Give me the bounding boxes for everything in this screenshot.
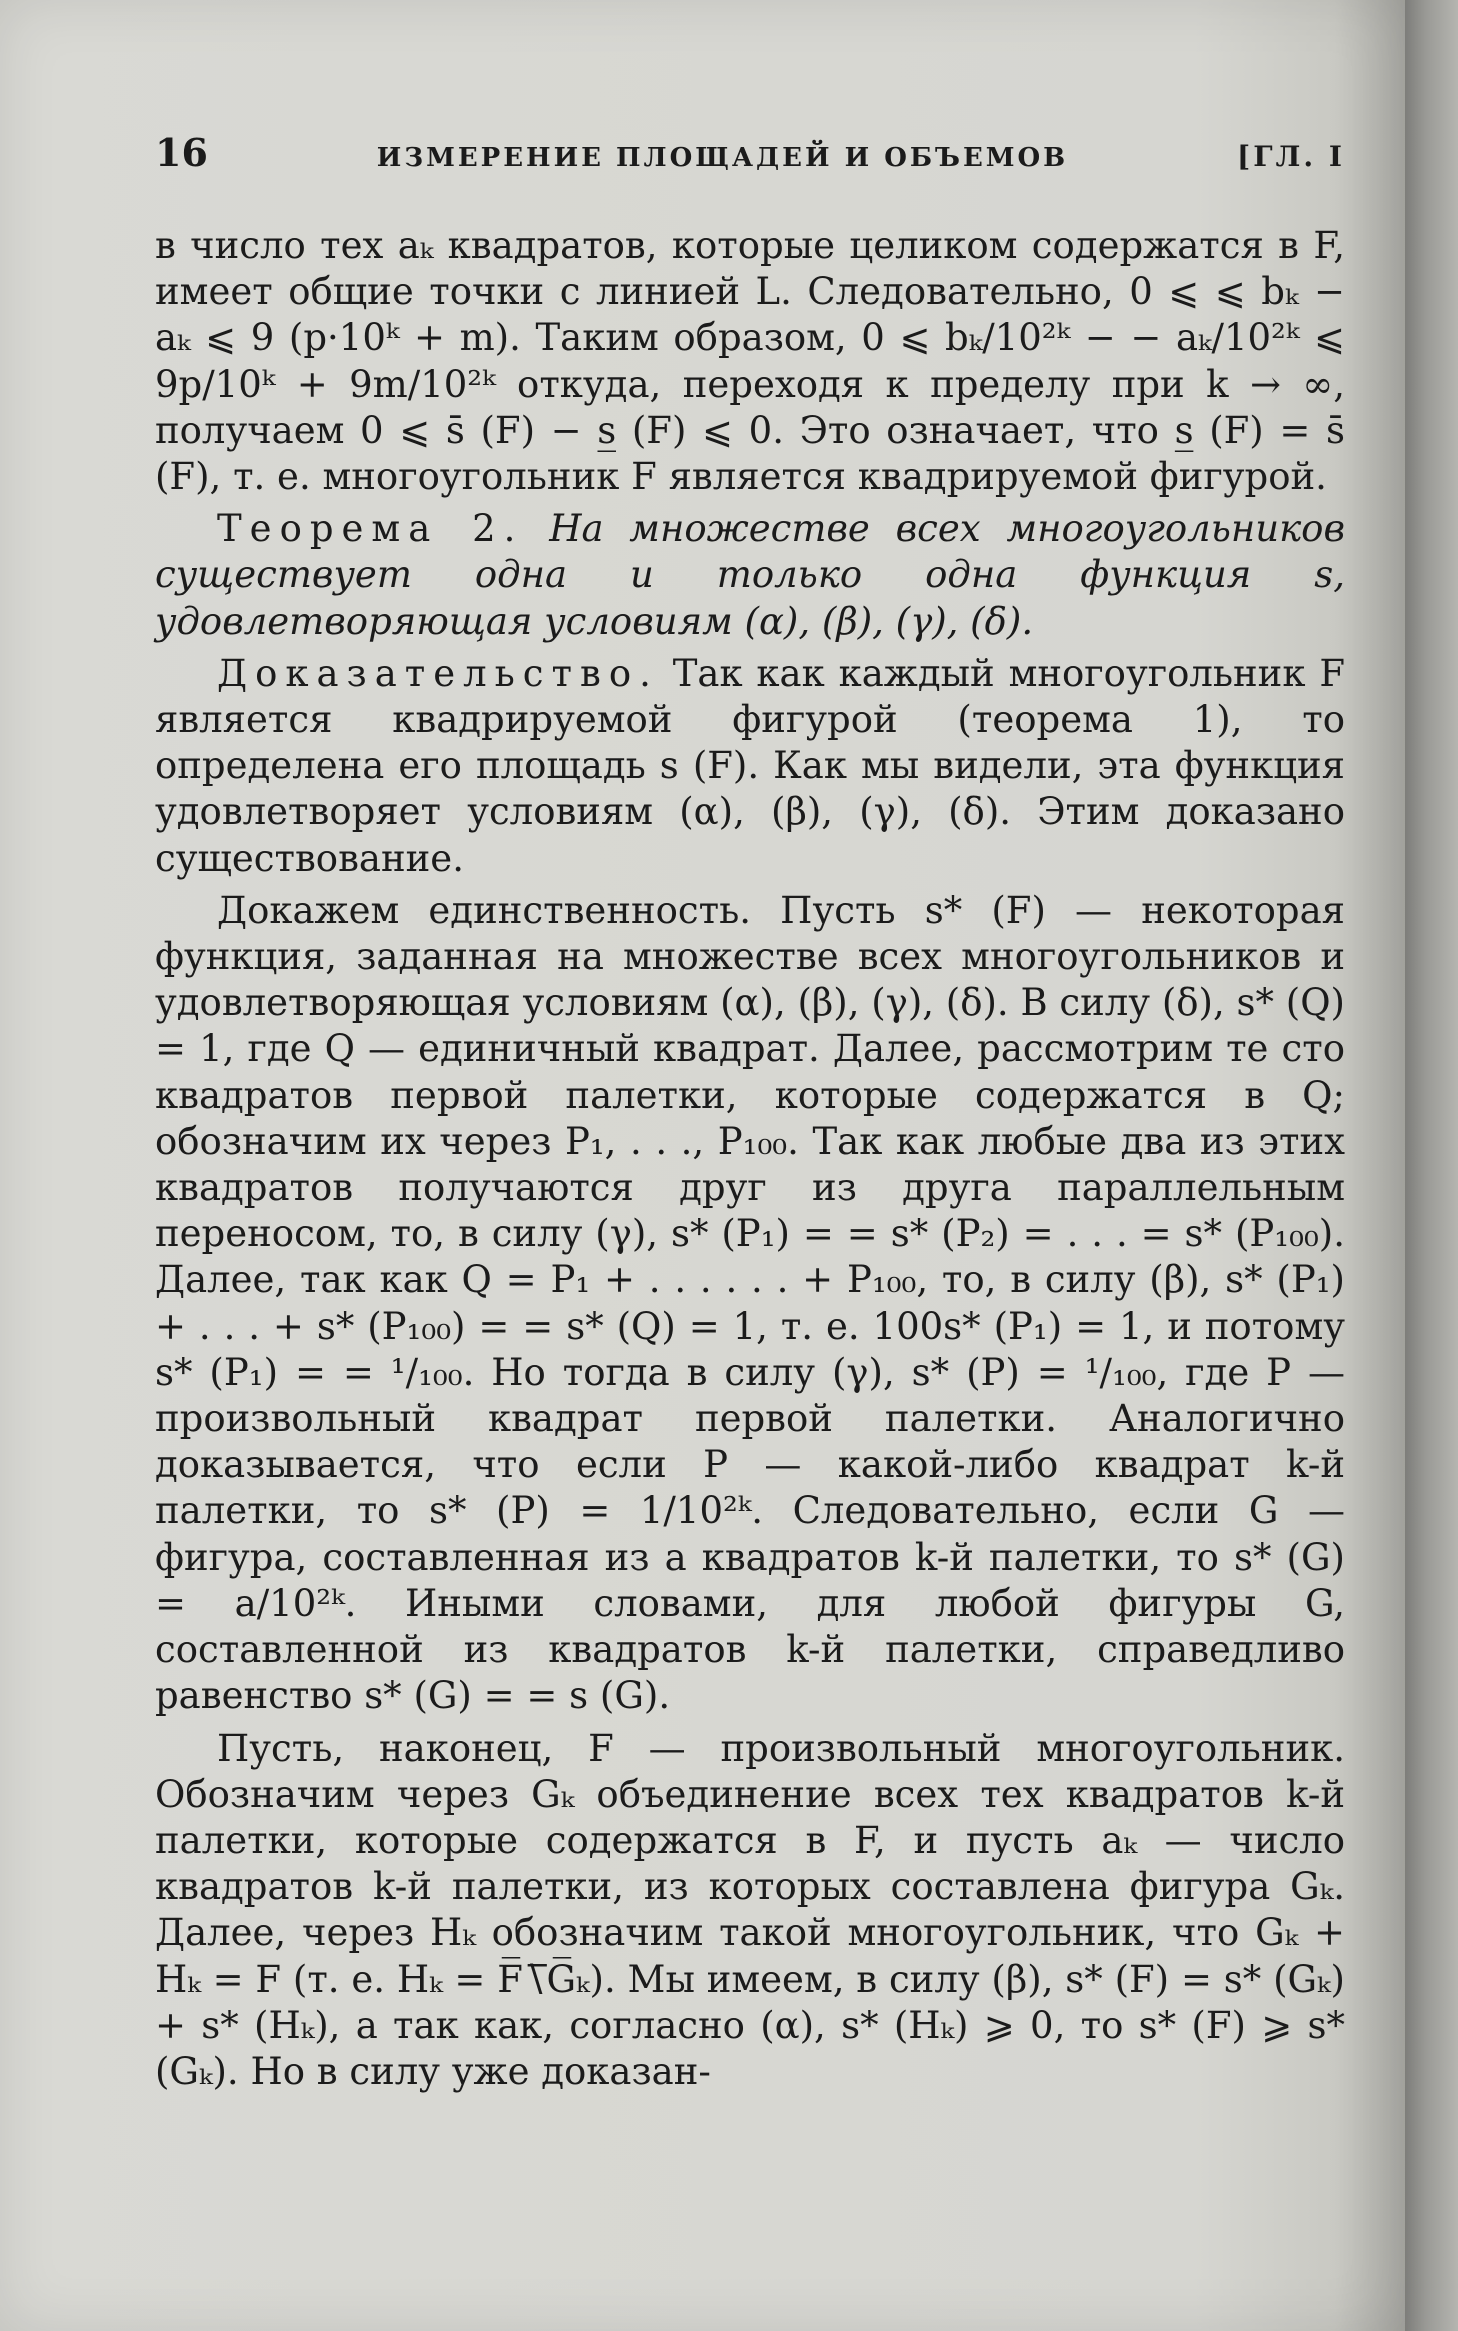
paragraph-final: Пусть, наконец, F — произвольный многоугольник. Обозначим через Gₖ объединение всех тех квадратов k-й палетки, которые содержатся в F, и пусть aₖ — число квадратов k-й палетки, из которых составлена фигура Gₖ. Далее, через Hₖ обозначим такой многоугольник, что Gₖ + Hₖ = F (т. е. Hₖ = F̅∖̅G̅ₖ). Мы имеем, в силу (β), s* (F) = s* (Gₖ) + s* (Hₖ), а так как, согласно (α), s* (Hₖ) ⩾ 0, то s* (F) ⩾ s* (Gₖ). Но в силу уже доказан- <box>155 1726 1345 2093</box>
proof-paragraph <box>155 651 1345 882</box>
proof-label: Доказательство. <box>217 651 659 695</box>
theorem-label: Теорема 2. <box>217 507 524 551</box>
chapter-marker: [ГЛ. I <box>1237 140 1345 173</box>
paragraph-uniqueness: Докажем единственность. Пусть s* (F) — некоторая функция, заданная на множестве всех многоугольников и удовлетворяющая условиям (α), (β), (γ), (δ). В силу (δ), s* (Q) = 1, где Q — единичный квадрат. Далее, рассмотрим те сто квадратов первой палетки, которые содержатся в Q; обозначим их через P₁, . . ., P₁₀₀. Так как любые два из этих квадратов получаются друг из друга параллельным переносом, то, в силу (γ), s* (P₁) = = s* (P₂) = . . . = s* (P₁₀₀). Далее, так как Q = P₁ + . . . . . . + P₁₀₀, то, в силу (β), s* (P₁) + . . . + s* (P₁₀₀) = = s* (Q) = 1, т. е. 100s* (P₁) = 1, и потому s* (P₁) = = ¹/₁₀₀. Но тогда в силу (γ), s* (P) = ¹/₁₀₀, где P — произвольный квадрат первой палетки. Аналогично доказывается, что если P — какой-либо квадрат k-й палетки, то s* (P) = 1/10²ᵏ. Следовательно, если G — фигура, составленная из a квадратов k-й палетки, то s* (G) = a/10²ᵏ. Иными словами, для любой фигуры G, составленной из квадратов k-й палетки, справедливо равенство s* (G) = = s (G). <box>155 888 1345 1718</box>
book-spine-edge <box>1405 0 1458 2331</box>
proof-text: Так как каждый многоугольник F является квадрируемой фигурой (теорема 1), то определена его площадь s (F). Как мы видели, эта функция удовлетворяет условиям (α), (β), (γ), (δ). Этим доказано существование. <box>155 651 1345 880</box>
theorem-paragraph <box>155 506 1345 645</box>
running-header <box>155 130 1345 175</box>
page-number: 16 <box>155 130 208 175</box>
paragraph-1: в число тех aₖ квадратов, которые целиком содержатся в F, имеет общие точки с линией L. Следовательно, 0 ⩽ ⩽ bₖ − aₖ ⩽ 9 (p·10ᵏ + m). Таким образом, 0 ⩽ bₖ/10²ᵏ − − aₖ/10²ᵏ ⩽ 9p/10ᵏ + 9m/10²ᵏ откуда, переходя к пределу при k → ∞, получаем 0 ⩽ s̄ (F) − s̲ (F) ⩽ 0. Это означает, что s̲ (F) = s̄ (F), т. е. многоугольник F является квадрируемой фигурой. <box>155 224 1345 499</box>
theorem-text: На множестве всех многоугольников существует одна и только одна функция s, удовлетворяющая условиям (α), (β), (γ), (δ). <box>155 507 1345 643</box>
page-content <box>155 130 1345 2101</box>
running-title: ИЗМЕРЕНИЕ ПЛОЩАДЕЙ И ОБЪЕМОВ <box>376 143 1069 173</box>
